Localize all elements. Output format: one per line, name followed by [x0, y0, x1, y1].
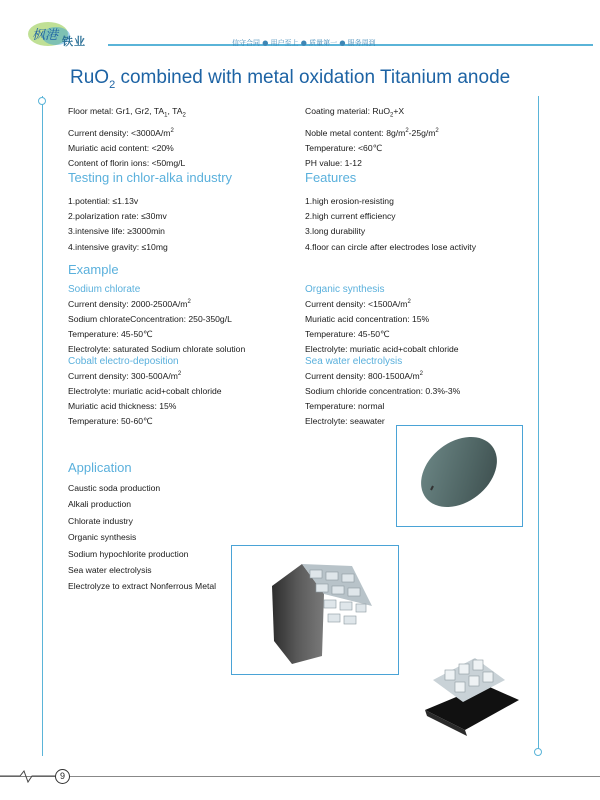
spec-coating: Coating material: RuO$_2$+X	[305, 106, 405, 119]
spec-ph: PH value: 1-12	[305, 158, 362, 169]
spec-line: Muriatic acid thickness: 15%	[68, 401, 177, 412]
list-item: 3.long durability	[305, 226, 366, 237]
list-item: Electrolyze to extract Nonferrous Metal	[68, 581, 217, 592]
spec-muriatic-acid: Muriatic acid content: <20%	[68, 142, 174, 153]
application-heading: Application	[68, 460, 132, 475]
left-vertical-rule	[42, 96, 43, 756]
spec-line: Electrolyte: muriatic acid+cobalt chloride	[305, 344, 459, 355]
spec-line: Electrolyte: seawater	[305, 416, 385, 427]
list-item: 4.floor can circle after electrodes lose activity	[305, 241, 476, 252]
spec-florin-ions: Content of florin ions: <50mg/L	[68, 158, 186, 169]
organic-synthesis-specs	[305, 295, 459, 358]
features-heading: Features	[305, 170, 357, 185]
logo-text: 铁业	[62, 35, 86, 48]
list-item: 4.intensive gravity: ≤10mg	[68, 241, 168, 252]
spec-line: Electrolyte: saturated Sodium chlorate solution	[68, 344, 246, 355]
spec-line: Sodium chlorateConcentration: 250-350g/L	[68, 314, 232, 325]
application-list	[68, 480, 216, 595]
sea-water-specs	[305, 367, 460, 430]
example-heading: Example	[68, 262, 119, 277]
spec-current-density: Current density: $<3000A/m^2$	[68, 127, 174, 138]
plate-anode-photo	[415, 640, 525, 740]
cobalt-specs	[68, 367, 222, 430]
list-item: 2.polarization rate: ≤30mv	[68, 211, 167, 222]
spec-line: Temperature: normal	[305, 401, 385, 412]
list-item: 2.high current efficiency	[305, 211, 396, 222]
spec-temperature: Temperature: <60℃	[305, 142, 383, 153]
page-title: RuO$_2$ combined with metal oxidation Titanium anode	[70, 67, 511, 91]
list-item: Sodium hypochlorite production	[68, 548, 189, 559]
right-vertical-rule	[538, 96, 539, 751]
spec-line: Temperature: 50-60℃	[68, 416, 153, 427]
list-item: Caustic soda production	[68, 483, 161, 493]
svg-text:枫港: 枫港	[32, 28, 59, 43]
spec-noble-metal: Noble metal content: $8g/m^2-25g/m^2$	[305, 127, 439, 138]
sea-water-heading: Sea water electrolysis	[305, 356, 403, 367]
list-item: 1.potential: ≤1.13v	[68, 196, 139, 206]
footer-wave-icon	[0, 768, 55, 786]
testing-list	[68, 194, 168, 255]
spec-line: Sodium chloride concentration: 0.3%-3%	[305, 386, 461, 397]
testing-heading: Testing in chlor-alka industry	[68, 170, 233, 185]
spec-line: Current density: $2000-2500A/m^2$	[68, 298, 191, 309]
page-number: 9	[55, 769, 70, 784]
spec-line: Current density: $300-500A/m^2$	[68, 370, 182, 381]
spec-line: Temperature: 45-50℃	[68, 329, 153, 340]
mesh-anode-photo	[231, 545, 399, 675]
spec-floor-metal: Floor metal: Gr1, Gr2, $TA_1$, $TA_2$	[68, 106, 186, 119]
organic-synthesis-heading: Organic synthesis	[305, 284, 385, 295]
spec-line: Muriatic acid concentration: 15%	[305, 314, 430, 325]
list-item: Sea water electrolysis	[68, 565, 152, 576]
spec-line: Temperature: 45-50℃	[305, 329, 390, 340]
list-item: Chlorate industry	[68, 515, 133, 526]
list-item: 3.intensive life: ≥3000min	[68, 226, 165, 237]
footer-rule	[0, 776, 600, 777]
spec-line: Current density: $<1500A/m^2$	[305, 298, 411, 309]
list-item: Organic synthesis	[68, 532, 137, 543]
cobalt-heading: Cobalt electro-deposition	[68, 356, 179, 367]
header-slogan: 信守合同 ● 用户至上 ● 质量第一 ● 服务周到	[232, 39, 376, 47]
sodium-chlorate-specs	[68, 295, 245, 358]
spec-line: Electrolyte: muriatic acid+cobalt chloride	[68, 386, 222, 397]
list-item: Alkali production	[68, 499, 132, 510]
spec-line: Current density: $800-1500A/m^2$	[305, 370, 423, 381]
rule-circle-icon	[38, 97, 46, 105]
features-list	[305, 194, 476, 255]
sodium-chlorate-heading: Sodium chlorate	[68, 284, 141, 295]
list-item: 1.high erosion-resisting	[305, 196, 394, 206]
disc-anode-photo	[396, 425, 523, 527]
rule-circle-icon	[534, 748, 542, 756]
specs-left	[68, 104, 186, 171]
specs-right	[305, 104, 439, 171]
